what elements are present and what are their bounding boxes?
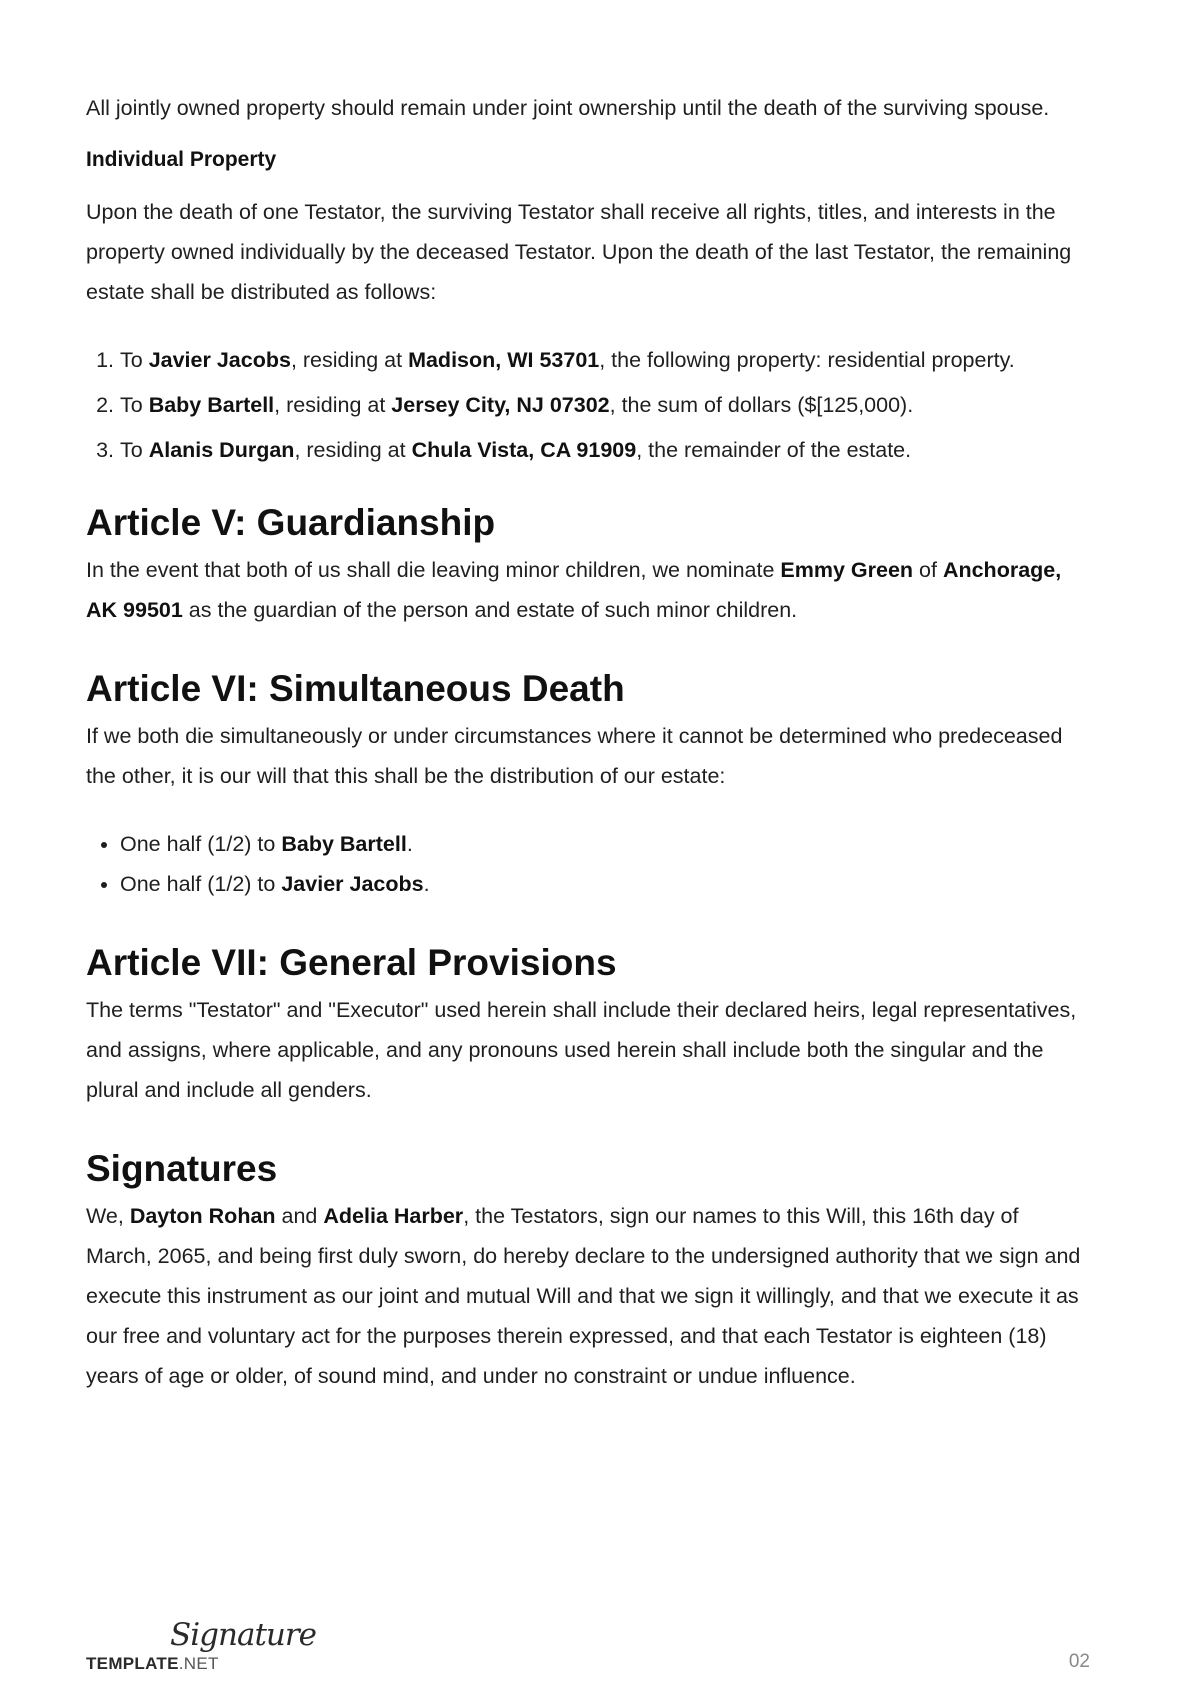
beneficiary-list [86, 340, 1090, 470]
beneficiary-name: Alanis Durgan [148, 438, 295, 462]
beneficiary-address: Jersey City, NJ 07302 [391, 393, 610, 417]
guardian-address: Anchorage, AK 99501 [86, 558, 1062, 622]
testator-name: Adelia Harber [323, 1204, 464, 1228]
signatures-paragraph: We, Dayton Rohan and Adelia Harber, the Testators, sign our names to this Will, this 16th day of March, 2065, and being first duly sworn, do hereby declare to the undersigned authority that we sign and execute this instrument as our joint and mutual Will and that we sign it willingly, and that we execute it as our free and voluntary act for the purposes therein expressed, and that each Testator is eighteen (18) years of age or older, of sound mind, and under no constraint or undue influence. [86, 1204, 1081, 1388]
individual-property-heading: Individual Property [86, 148, 277, 171]
beneficiary-address: Madison, WI 53701 [408, 348, 600, 372]
individual-property-paragraph: Upon the death of one Testator, the surviving Testator shall receive all rights, titles, and interests in the property owned individually by the deceased Testator. Upon the death of the last Testator, the remaining estate shall be distributed as follows: [86, 200, 1072, 304]
beneficiary-name: Baby Bartell [148, 393, 275, 417]
guardian-name: Emmy Green [780, 558, 914, 582]
guardianship-paragraph: In the event that both of us shall die leaving minor children, we nominate Emmy Green of Anchorage, AK 99501 as the guardian of the person and estate of such minor children. [86, 558, 1062, 622]
general-provisions-paragraph: The terms "Testator" and "Executor" used herein shall include their declared heirs, legal representatives, and assigns, where applicable, and any pronouns used herein shall include both the singular and the plural and include all genders. [86, 998, 1077, 1102]
simultaneous-death-heading: Article VI: Simultaneous Death [86, 668, 625, 709]
heir-name: Baby Bartell [281, 832, 407, 856]
heir-name: Javier Jacobs [281, 872, 424, 896]
list-item: • One half (1/2) to Javier Jacobs. [120, 864, 1090, 904]
list-item: 2. To Baby Bartell, residing at Jersey City, NJ 07302, the sum of dollars ($[125,000). [120, 385, 1090, 425]
testator-name: Dayton Rohan [129, 1204, 276, 1228]
list-item: • One half (1/2) to Baby Bartell. [120, 824, 1090, 864]
beneficiary-name: Javier Jacobs [148, 348, 291, 372]
page-footer [86, 1618, 1090, 1678]
template-net-logo [86, 1618, 326, 1678]
beneficiary-address: Chula Vista, CA 91909 [411, 438, 637, 462]
simultaneous-death-paragraph: If we both die simultaneously or under circumstances where it cannot be determined who predeceased the other, it is our will that this shall be the distribution of our estate: [86, 724, 1063, 788]
list-item: 1. To Javier Jacobs, residing at Madison, WI 53701, the following property: residential property. [120, 340, 1090, 380]
signatures-heading: Signatures [86, 1148, 278, 1189]
joint-property-paragraph: All jointly owned property should remain under joint ownership until the death of the surviving spouse. [86, 96, 1050, 120]
guardianship-heading: Article V: Guardianship [86, 502, 496, 543]
logo-script-text: Signature [170, 1617, 317, 1653]
page-number: 02 [1068, 1651, 1090, 1672]
list-item: 3. To Alanis Durgan, residing at Chula Vista, CA 91909, the remainder of the estate. [120, 430, 1090, 470]
logo-brand-text: TEMPLATE.NET [86, 1654, 219, 1673]
distribution-list [86, 824, 1090, 904]
general-provisions-heading: Article VII: General Provisions [86, 942, 617, 983]
